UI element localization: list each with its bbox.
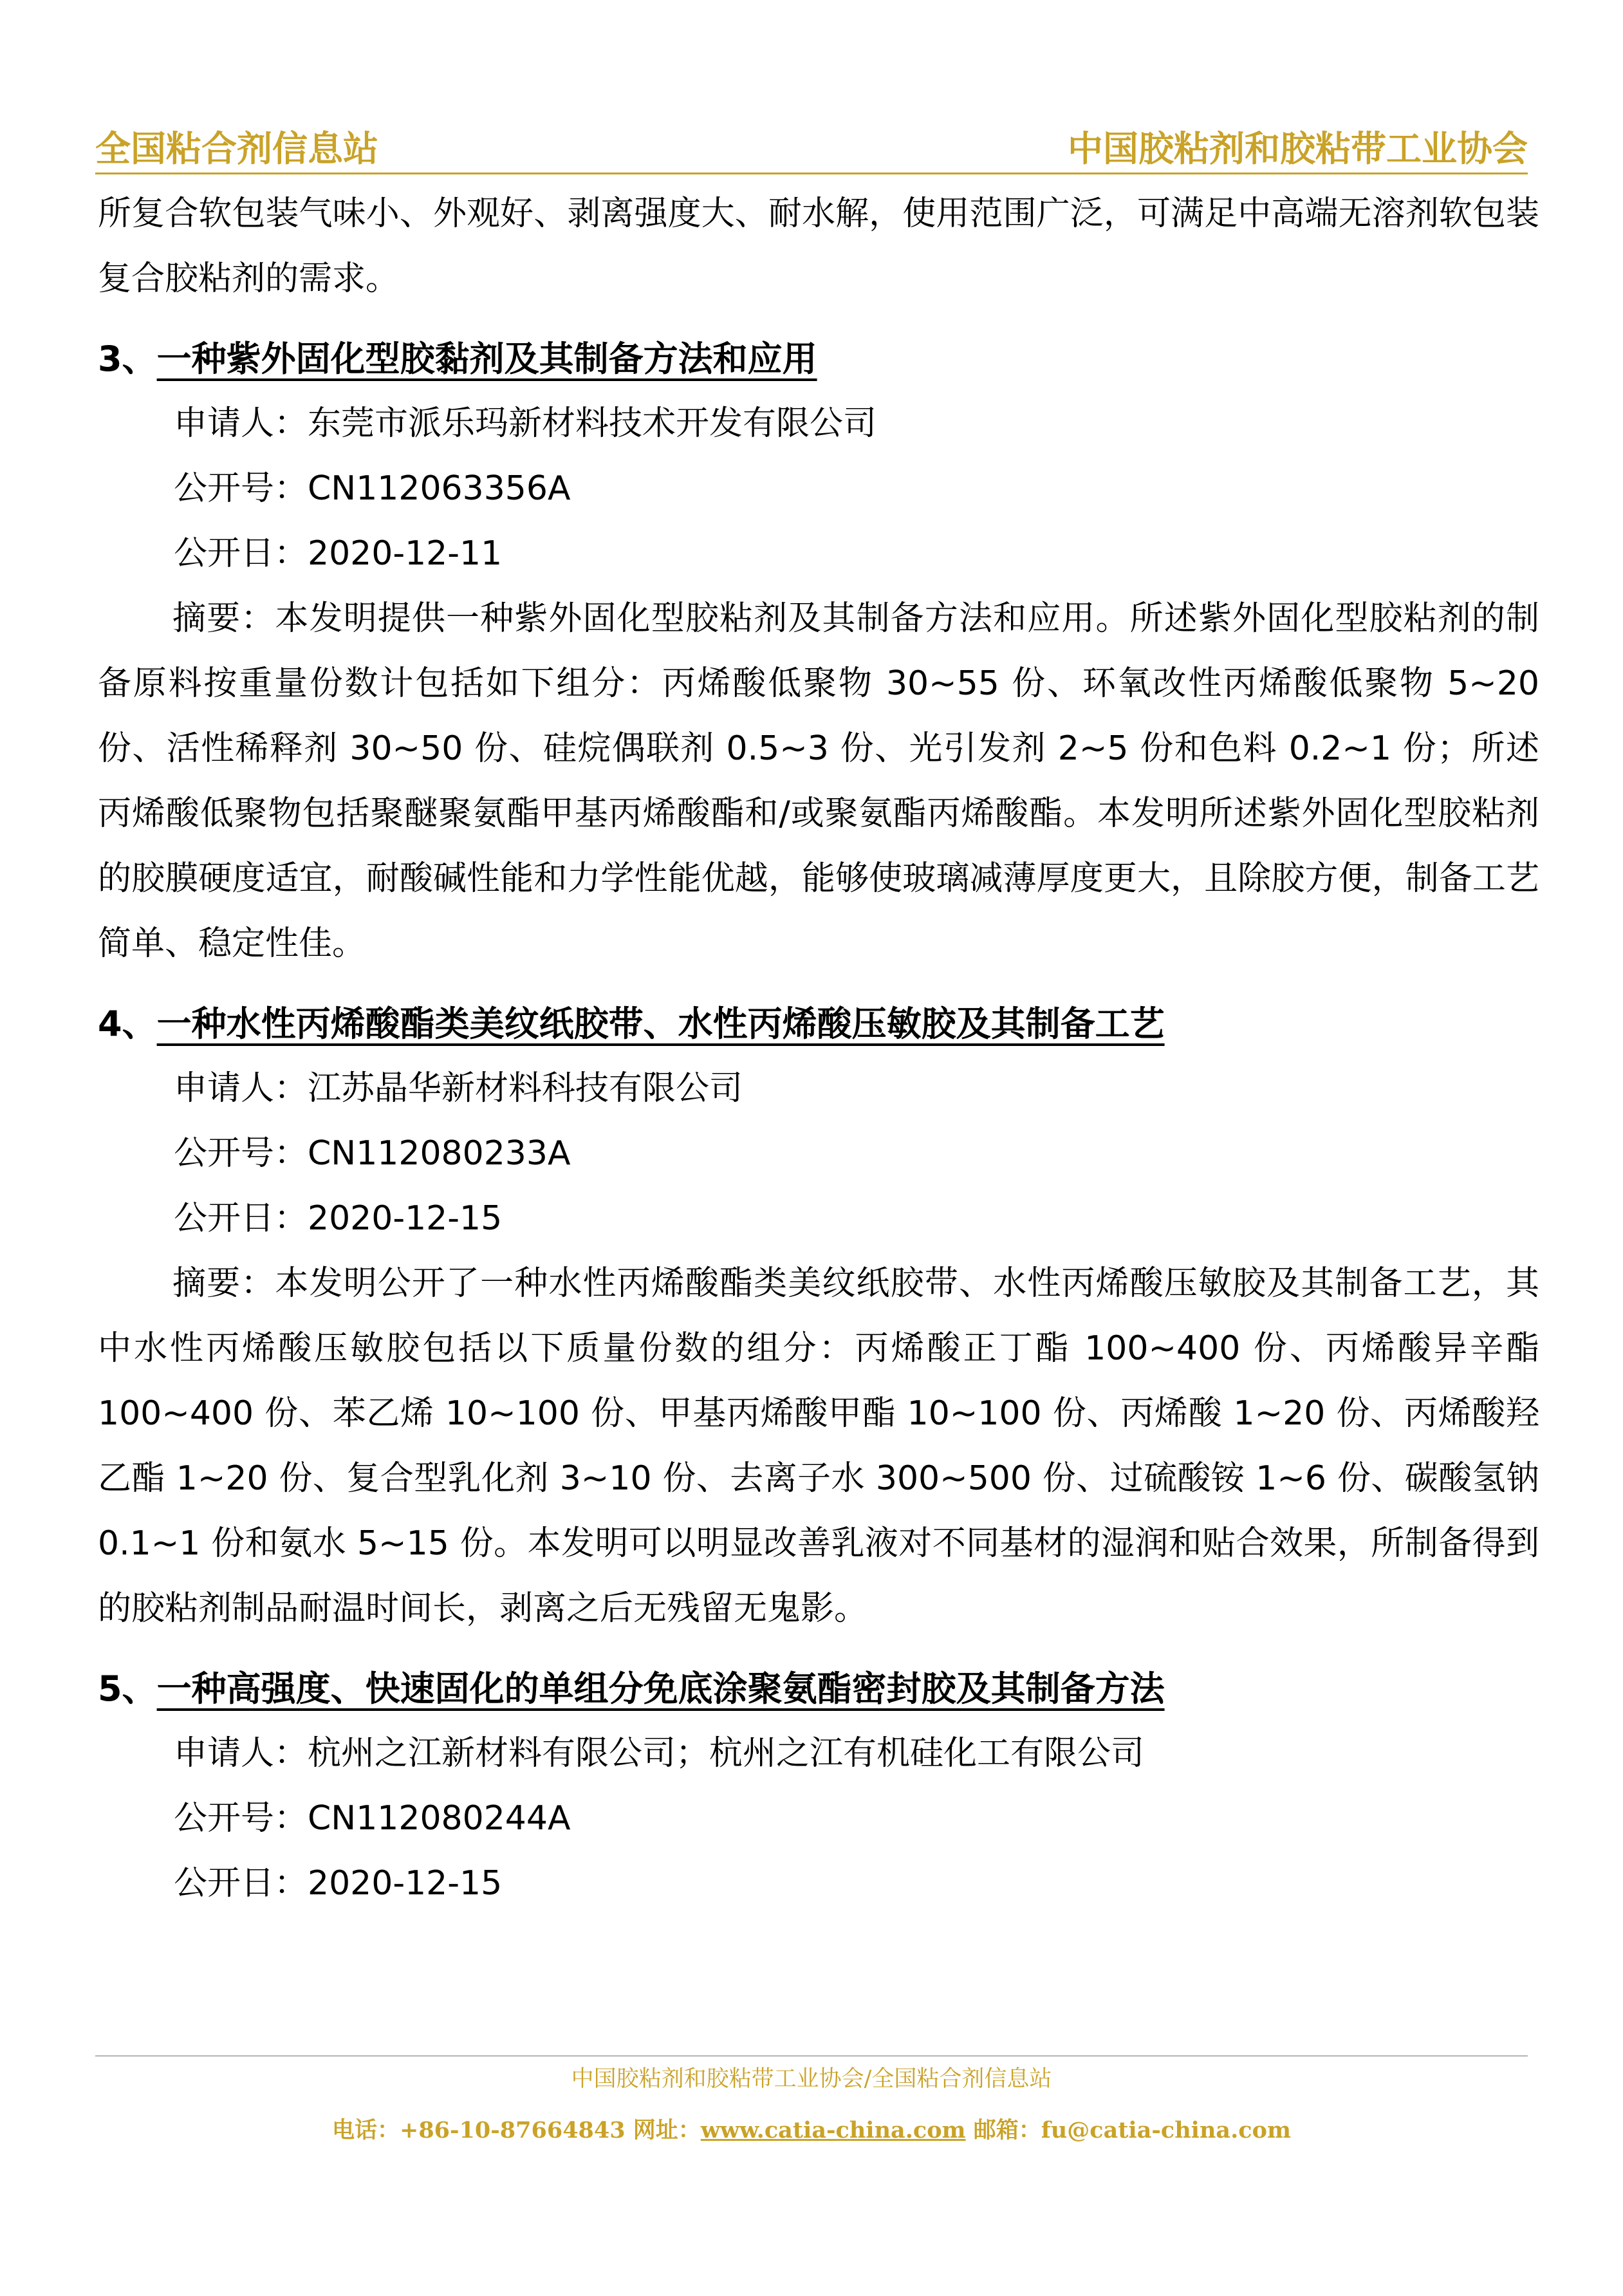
entry-publication-number: 公开号：CN112080233A <box>174 1134 571 1173</box>
entry-applicant: 申请人：江苏晶华新材料科技有限公司 <box>174 1069 743 1108</box>
page-content <box>98 182 1539 1916</box>
page-header <box>95 115 1528 171</box>
footer-divider <box>95 2055 1528 2057</box>
entry-publication-number: 公开号：CN112063356A <box>174 469 571 508</box>
intro-paragraph: 所复合软包装气味小、外观好、剥离强度大、耐水解，使用范围广泛，可满足中高端无溶剂软包装复合胶粘剂的需求。 <box>98 194 1539 298</box>
footer-organization: 中国胶粘剂和胶粘带工业协会/全国粘合剂信息站 <box>571 2066 1052 2092</box>
entry-abstract: 摘要：本发明提供一种紫外固化型胶粘剂及其制备方法和应用。所述紫外固化型胶粘剂的制备原料按重量份数计包括如下组分：丙烯酸低聚物 30~55 份、环氧改性丙烯酸低聚物 5~20 份、活性稀释剂 30~50 份、硅烷偶联剂 0.5~3 份、光引发剂 2~5 份和色料 0.2~1 份；所述丙烯酸低聚物包括聚醚聚氨酯甲基丙烯酸酯和/或聚氨酯丙烯酸酯。本发明所述紫外固化型胶粘剂的胶膜硬度适宜，耐酸碱性能和力学性能优越，能够使玻璃减薄厚度更大，且除胶方便，制备工艺简单、稳定性佳。 <box>98 599 1539 963</box>
patent-entry <box>98 327 1539 976</box>
entry-heading <box>98 327 1539 391</box>
footer-contact <box>0 2111 1623 2150</box>
entry-heading <box>98 992 1539 1056</box>
entry-publication-date: 公开日：2020-12-15 <box>174 1864 503 1903</box>
entry-number: 4、 <box>98 1003 157 1044</box>
entry-title: 一种紫外固化型胶黏剂及其制备方法和应用 <box>156 339 817 379</box>
entry-publication-number: 公开号：CN112080244A <box>174 1799 571 1838</box>
entry-applicant: 申请人：杭州之江新材料有限公司；杭州之江有机硅化工有限公司 <box>174 1734 1145 1773</box>
entry-number: 3、 <box>98 339 157 379</box>
header-divider <box>95 173 1528 174</box>
header-right-title: 中国胶粘剂和胶粘带工业协会 <box>1067 127 1528 169</box>
entry-publication-date: 公开日：2020-12-11 <box>174 534 503 573</box>
patent-entry <box>98 992 1539 1641</box>
footer-website-link[interactable]: www.catia-china.com <box>700 2117 966 2143</box>
entry-title: 一种水性丙烯酸酯类美纹纸胶带、水性丙烯酸压敏胶及其制备工艺 <box>156 1003 1165 1044</box>
entry-number: 5、 <box>98 1668 157 1709</box>
entry-abstract: 摘要：本发明公开了一种水性丙烯酸酯类美纹纸胶带、水性丙烯酸压敏胶及其制备工艺，其中水性丙烯酸压敏胶包括以下质量份数的组分：丙烯酸正丁酯 100~400 份、丙烯酸异辛酯 100~400 份、苯乙烯 10~100 份、甲基丙烯酸甲酯 10~100 份、丙烯酸 1~20 份、丙烯酸羟乙酯 1~20 份、复合型乳化剂 3~10 份、去离子水 300~500 份、过硫酸铵 1~6 份、碳酸氢钠 0.1~1 份和氨水 5~15 份。本发明可以明显改善乳液对不同基材的湿润和贴合效果，所制备得到的胶粘剂制品耐温时间长，剥离之后无残留无鬼影。 <box>98 1264 1539 1628</box>
entry-heading <box>98 1657 1539 1721</box>
entry-applicant: 申请人：东莞市派乐玛新材料技术开发有限公司 <box>174 404 877 443</box>
header-left-title: 全国粘合剂信息站 <box>95 127 379 169</box>
footer-email: 邮箱：fu@catia-china.com <box>965 2117 1291 2143</box>
entry-title: 一种高强度、快速固化的单组分免底涂聚氨酯密封胶及其制备方法 <box>156 1668 1165 1709</box>
entry-publication-date: 公开日：2020-12-15 <box>174 1199 503 1238</box>
footer-phone: 电话：+86-10-87664843 网址： <box>332 2117 701 2143</box>
patent-entry <box>98 1657 1539 1916</box>
